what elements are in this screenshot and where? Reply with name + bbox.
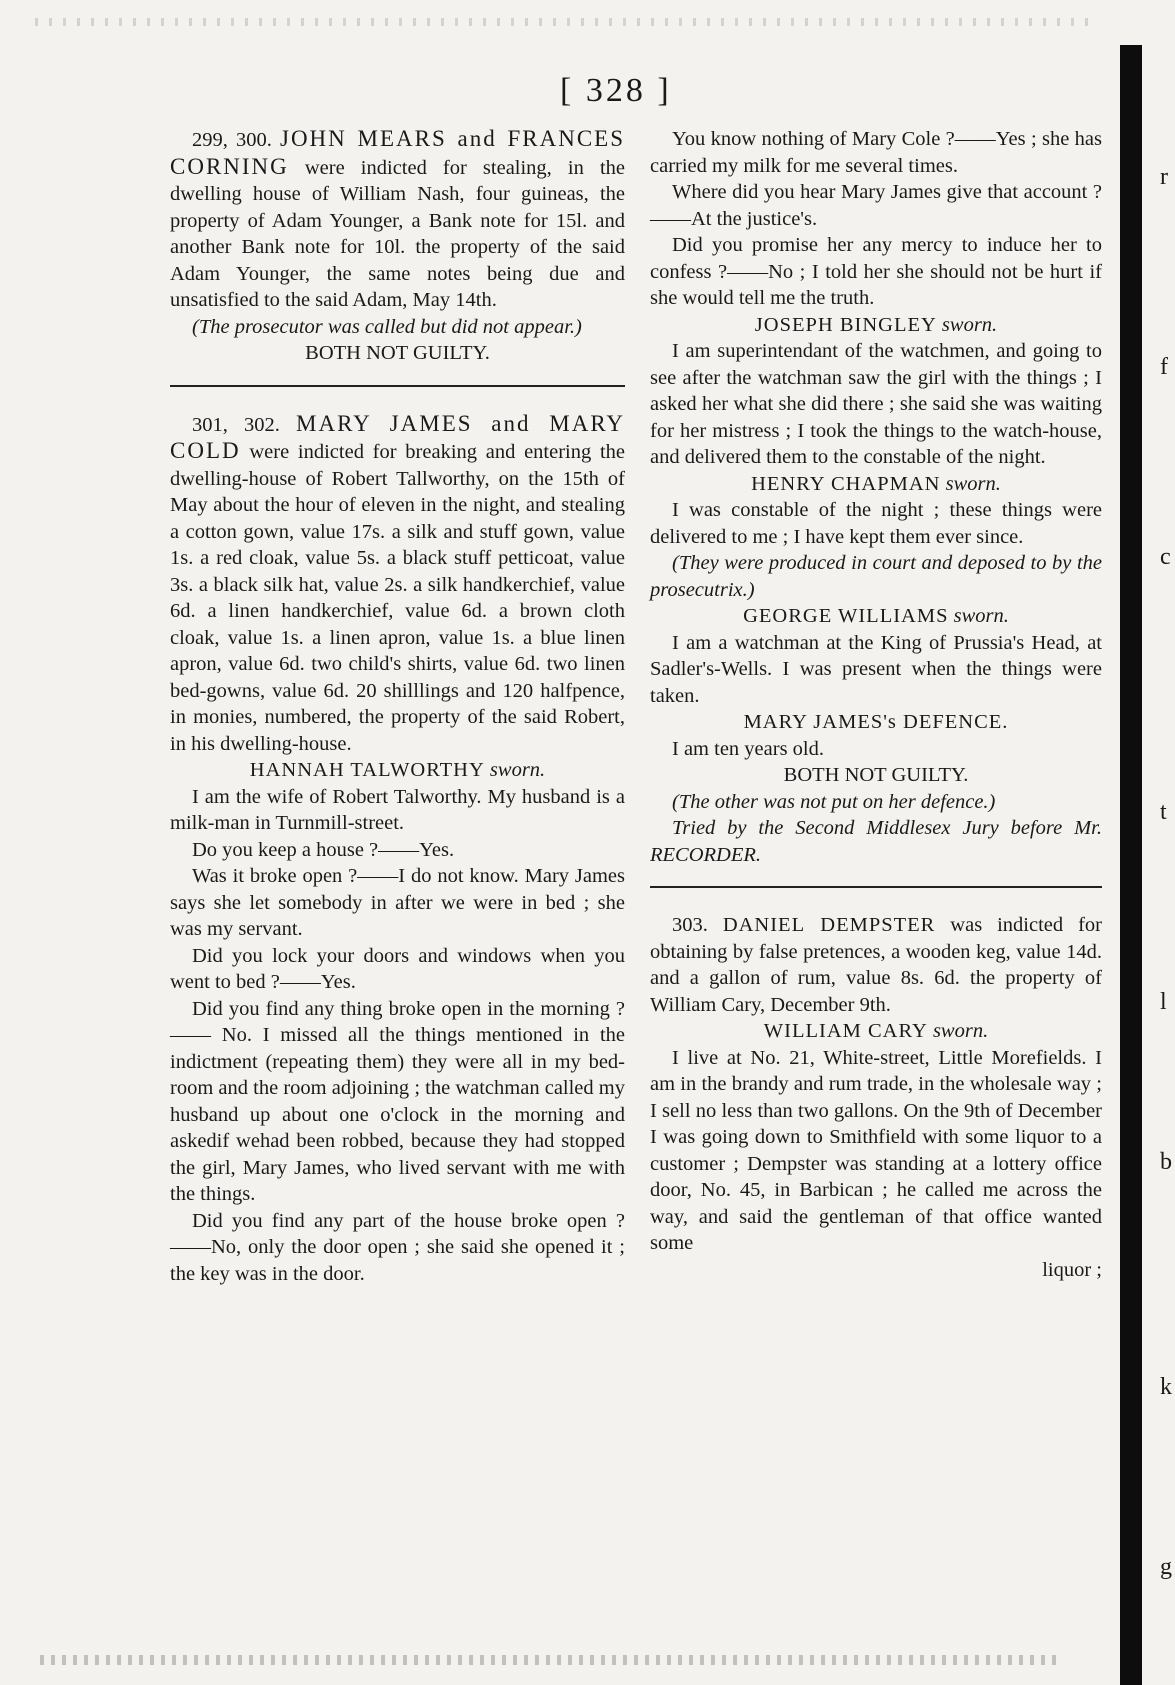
defendant-name: DANIEL DEMPSTER [722,914,936,936]
testimony-line: Did you lock your doors and windows when you went to bed ?——Yes. [170,944,625,993]
sworn-label: sworn. [941,313,998,336]
case-303-paragraph [650,912,1102,1018]
verdict: BOTH NOT GUILTY. [305,342,490,364]
defendant-names: MARY JAMES and MARY COLD [170,410,626,463]
scan-noise-top [35,18,1095,26]
testimony-line: Do you keep a house ?——Yes. [192,838,455,861]
witness-heading [650,1018,1102,1045]
case-number: 303. [672,914,708,936]
sworn-label: sworn. [489,759,546,781]
witness-name: HENRY CHAPMAN [751,472,941,495]
sworn-label: sworn. [945,472,1001,495]
verdict: BOTH NOT GUILTY. [783,764,969,786]
sworn-label: sworn. [932,1020,989,1042]
sworn-label: sworn. [953,605,1009,627]
scan-noise-bottom [40,1655,1060,1665]
page-number: [ 328 ] [560,72,672,109]
edge-letter: t [1160,799,1167,825]
case-text: was indicted for obtaining by false pretences, a wooden keg, value 14d. and a gallon of rum, value 8s. 6d. the property of William Cary, December 9th. [650,914,1102,1016]
testimony-line: Where did you hear Mary James give that account ?——At the justice's. [650,181,1102,230]
testimony-line: Did you find any thing broke open in the morning ? —— No. I missed all the things mentioned in the indictment (repeating them) they were all in my bed-room and the room adjoining ; the watchman called my husband up about one o'clock in the morning and askedif wehad been robbed, because they had stopped the girl, Mary James, who lived servant with me with the things. [170,997,625,1205]
catchword: liquor ; [1042,1258,1102,1281]
witness-name: JOSEPH BINGLEY [754,313,937,336]
edge-letter: c [1160,544,1171,570]
case-number: 301, 302. [192,413,280,436]
edge-letter: r [1160,164,1168,190]
produced-note: (They were produced in court and deposed to by the prosecutrix.) [650,552,1102,601]
testimony-line: I am superintendant of the watchmen, and going to see after the watchman saw the girl with the things ; I asked her what she did there ; she said she was waiting for her mistress ; I took the things to the watch-house, and delivered them to the constable of the night. [650,340,1102,468]
case-301-paragraph [170,411,625,758]
case-number: 299, 300. [192,129,272,151]
defence-heading: MARY JAMES's DEFENCE. [743,711,1009,733]
case-text: were indicted for stealing, in the dwelling house of William Nash, four guineas, the property of Adam Younger, a Bank note for 15l. and another Bank note for 10l. the property of the said Adam Younger, the same notes being due and unsatisfied to the said Adam, May 14th. [170,156,625,311]
witness-heading [650,312,1102,339]
witness-heading [170,757,625,784]
section-divider [170,385,625,387]
left-column [170,126,625,1287]
edge-letter: g [1160,1554,1172,1580]
witness-heading [650,471,1102,498]
defendant-names: JOHN MEARS and FRANCES CORNING [170,126,626,179]
case-299-paragraph [170,126,625,314]
case-text: were indicted for breaking and entering the dwelling-house of Robert Tallworthy, on the 15th of May about the hour of eleven in the night, and stealing a cotton gown, value 17s. a silk and stuff gown, value 1s. a red cloak, value 5s. a black stuff petticoat, value 3s. a black silk hat, value 2s. a silk handkerchief, value 6d. a linen handkerchief, value 6d. a brown cloth cloak, value 1s. a linen apron, value 1s. a blue linen apron, value 6d. two child's shirts, value 6d. two linen bed-gowns, value 6d. 20 shilllings and 120 halfpence, in monies, numbered, the property of the said Robert, in his dwelling-house. [170,441,626,755]
section-divider [650,886,1102,888]
testimony-line: I live at No. 21, White-street, Little Morefields. I am in the brandy and rum trade, in the wholesale way ; I sell no less than two gallons. On the 9th of December I was going down to Smithfield with some liquor to a customer ; Dempster was standing at a lottery office door, No. 45, in Barbican ; he called me across the way, and said the gentleman of that office wanted some [650,1046,1102,1254]
defence-text: I am ten years old. [672,737,824,760]
edge-letter: k [1160,1374,1172,1400]
other-note: (The other was not put on her defence.) [672,790,996,813]
testimony-line: I was constable of the night ; these things were delivered to me ; I have kept them ever since. [650,499,1102,548]
testimony-line: You know nothing of Mary Cole ?——Yes ; she has carried my milk for me several times. [650,128,1102,177]
edge-letter: b [1160,1149,1172,1175]
right-column [650,126,1102,1283]
edge-letter: f [1160,354,1168,380]
tried-note: Tried by the Second Middlesex Jury before Mr. RECORDER. [650,817,1102,866]
testimony-line: I am the wife of Robert Talworthy. My husband is a milk-man in Turnmill-street. [170,785,625,834]
witness-name: WILLIAM CARY [763,1020,928,1042]
testimony-line: Did you find any part of the house broke open ?——No, only the door open ; she said she opened it ; the key was in the door. [170,1209,625,1285]
testimony-line: Was it broke open ?——I do not know. Mary James says she let somebody in after we were in bed ; she was my servant. [170,865,625,940]
testimony-line: Did you promise her any mercy to induce her to confess ?——No ; I told her she should not be hurt if she would tell me the truth. [650,234,1102,309]
witness-name: GEORGE WILLIAMS [743,605,949,627]
witness-heading [650,603,1102,630]
testimony-line: I am a watchman at the King of Prussia's Head, at Sadler's-Wells. I was present when the things were taken. [650,631,1102,707]
binding-shadow [1120,45,1142,1685]
witness-name: HANNAH TALWORTHY [249,759,485,781]
prosecutor-note: (The prosecutor was called but did not appear.) [192,315,582,338]
edge-letter: l [1160,989,1167,1015]
